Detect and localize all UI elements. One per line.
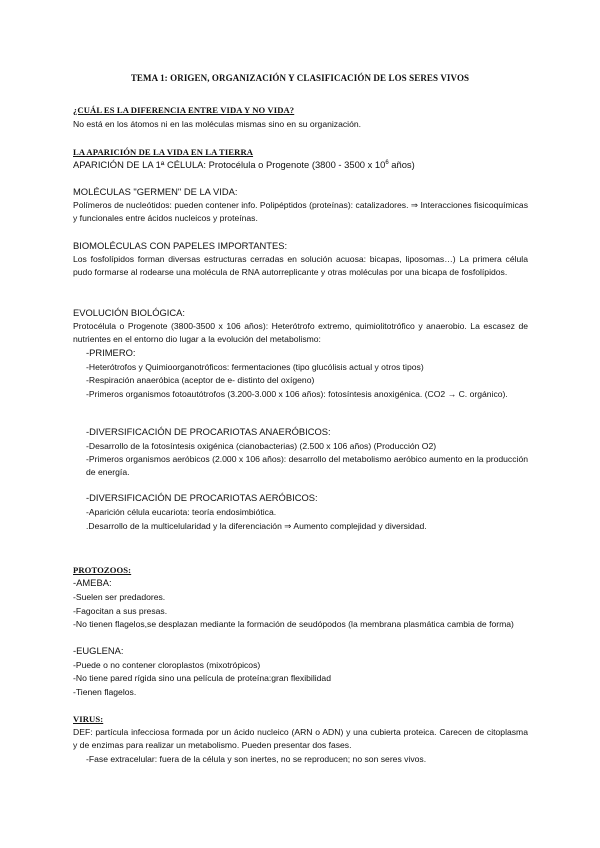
list-item: .Desarrollo de la multicelularidad y la diferenciación ⇒ Aumento complejidad y diversidad. (86, 521, 427, 531)
list-item: -Tienen flagelos. (73, 687, 137, 697)
exponent: 6 (385, 159, 389, 166)
list-item: -Fagocitan a sus presas. (73, 606, 168, 616)
list-item: -Primeros organismos fotoautótrofos (3.200-3.000 x 106 años): fotosíntesis anoxigénica. (CO2 → C. orgánico). (86, 389, 508, 399)
ameba-label: -AMEBA: (73, 577, 112, 588)
section-heading-biomoleculas: BIOMOLÉCULAS CON PAPELES IMPORTANTES: (73, 240, 288, 251)
euglena-label: -EUGLENA: (73, 645, 124, 656)
primera-celula-suffix: años) (388, 159, 415, 170)
list-item: -Fase extracelular: fuera de la célula y son inertes, no se reproducen; no son seres vivos. (86, 754, 427, 764)
list-item: -Aparición célula eucariota: teoría endosimbiótica. (86, 507, 277, 517)
list-item: -Primeros organismos aeróbicos (2.000 x 106 años): desarrollo del metabolismo aeróbico aumento en la producción de energía. (86, 454, 528, 477)
section-text-vida: No está en los átomos ni en las moléculas mismas sino en su organización. (73, 119, 362, 129)
section-heading-evolucion: EVOLUCIÓN BIOLÓGICA: (73, 307, 186, 318)
anaerobicos-label: -DIVERSIFICACIÓN DE PROCARIOTAS ANAERÓBICOS: (86, 426, 331, 437)
primero-label: -PRIMERO: (86, 347, 136, 358)
evolucion-intro: Protocélula o Progenote (3800-3500 x 106 años): Heterótrofo extremo, quimiolitotrófico y anaerobio. La escasez de nutrientes en el entorno dio lugar a la evolución del metabolismo: (73, 321, 528, 344)
aerobicos-label: -DIVERSIFICACIÓN DE PROCARIOTAS AERÓBICOS: (86, 492, 318, 503)
list-item: -Desarrollo de la fotosíntesis oxigénica (cianobacterias) (2.500 x 106 años) (Producción O2) (86, 441, 437, 451)
section-heading-aparicion: LA APARICIÓN DE LA VIDA EN LA TIERRA (73, 147, 254, 157)
section-heading-protozoos: PROTOZOOS: (73, 565, 132, 575)
list-item: -Suelen ser predadores. (73, 592, 166, 602)
list-item: -No tienen flagelos,se desplazan mediante la formación de seudópodos (la membrana plasmática cambia de forma) (73, 619, 514, 629)
section-text-biomoleculas: Los fosfolípidos forman diversas estructuras cerradas en solución acuosa: bicapas, liposomas…) La primera célula pudo formarse al rodearse una molécula de RNA autorreplicante y otras moléculas por una bicapa de fosfolípidos. (73, 254, 528, 277)
page-title: TEMA 1: ORIGEN, ORGANIZACIÓN Y CLASIFICACIÓN DE LOS SERES VIVOS (130, 73, 470, 83)
list-item: -Puede o no contener cloroplastos (mixotrópicos) (73, 660, 261, 670)
list-item: -Respiración anaeróbica (aceptor de e- distinto del oxígeno) (86, 375, 315, 385)
list-item: -Heterótrofos y Quimioorganotróficos: fermentaciones (tipo glucólisis actual y otros tipos) (86, 362, 424, 372)
section-text-moleculas: Polímeros de nucleótidos: pueden contener info. Polipéptidos (proteínas): catalizadores. ⇒ Interacciones fisicoquímicas y funcionales entre ácidos nucleicos y proteínas. (73, 200, 528, 223)
virus-definition: DEF: partícula infecciosa formada por un ácido nucleico (ARN o ADN) y una cubierta proteica. Carecen de citoplasma y de enzimas para realizar un metabolismo. Pueden presentar dos fases. (73, 727, 528, 750)
list-item: -No tiene pared rígida sino una película de proteína:gran flexibilidad (73, 673, 331, 683)
primera-celula-text: APARICIÓN DE LA 1ª CÉLULA: Protocélula o Progenote (3800 - 3500 x 10 (73, 159, 386, 170)
primera-celula-line (73, 159, 415, 171)
section-heading-virus: VIRUS: (73, 714, 104, 724)
section-heading-vida: ¿CUÁL ES LA DIFERENCIA ENTRE VIDA Y NO VIDA? (73, 105, 295, 115)
section-heading-moleculas: MOLÉCULAS "GERMEN" DE LA VIDA: (73, 186, 238, 197)
